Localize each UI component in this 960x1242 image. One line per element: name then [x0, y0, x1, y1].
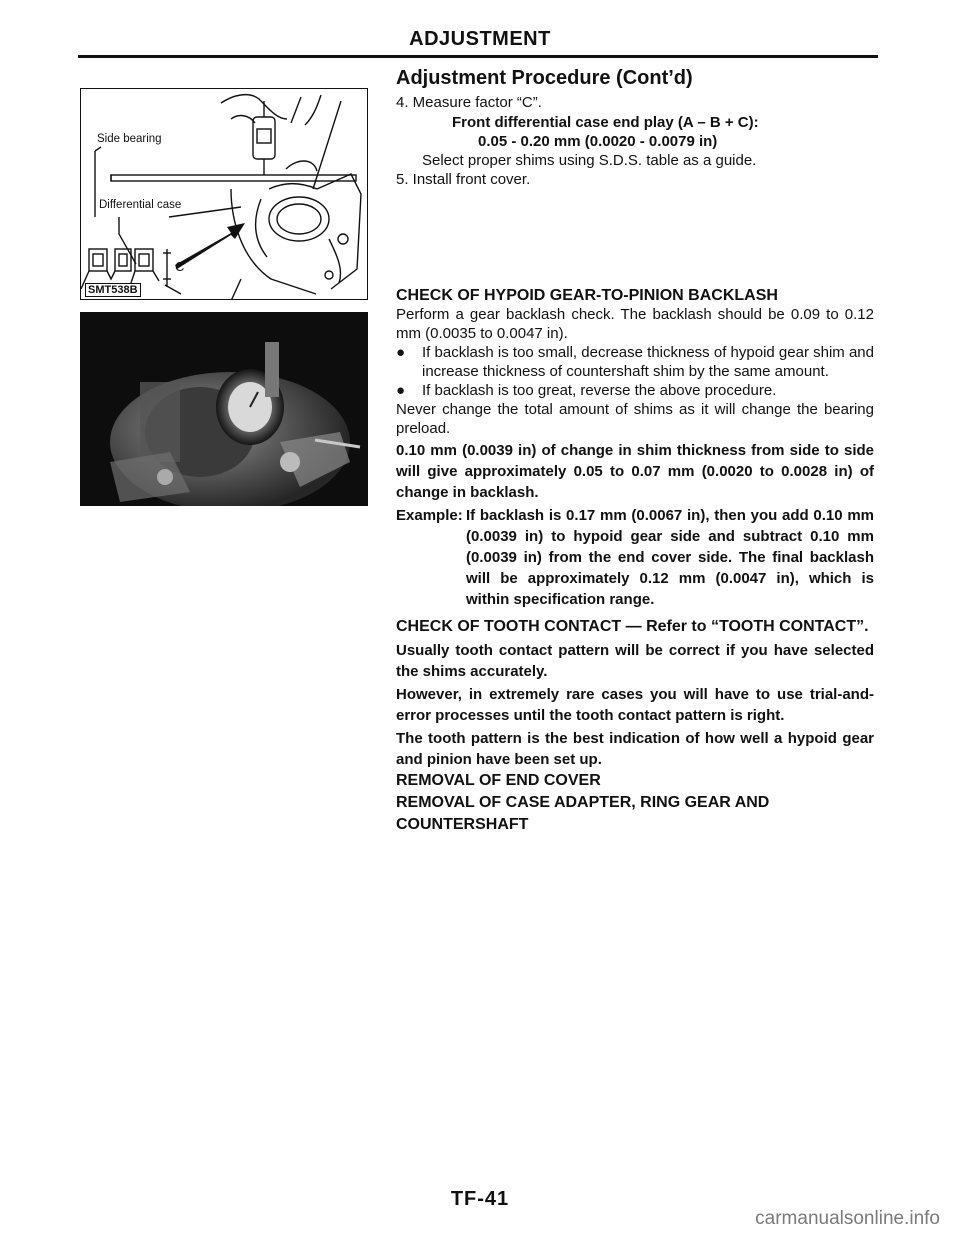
label-c: C — [175, 259, 185, 274]
header-title: ADJUSTMENT — [409, 28, 551, 50]
step-4: 4. Measure factor “C”. — [396, 94, 542, 111]
bullet-dot: ● — [396, 344, 406, 361]
spec-value: 0.05 - 0.20 mm (0.0020 - 0.0079 in) — [478, 133, 718, 150]
backlash-title: CHECK OF HYPOID GEAR-TO-PINION BACKLASH — [396, 287, 778, 304]
label-side-bearing: Side bearing — [97, 133, 162, 145]
removal-end-cover: REMOVAL OF END COVER — [396, 772, 601, 789]
tooth-contact-title: CHECK OF TOOTH CONTACT — Refer to “TOOTH CONTACT”. — [396, 618, 869, 635]
label-differential-case: Differential case — [99, 199, 182, 211]
bullet-text: If backlash is too great, reverse the above procedure. — [422, 382, 777, 399]
bullet-text: If backlash is too small, decrease thickness of hypoid gear shim and increase thickness of countershaft shim by the same amount. — [422, 344, 874, 380]
text-column — [396, 66, 874, 836]
bullet-dot: ● — [396, 382, 406, 399]
watermark-text: carmanualsonline.info — [755, 1208, 940, 1229]
header-rule — [78, 55, 878, 58]
measurement-drawing — [81, 89, 368, 300]
backlash-bullet-2 — [396, 381, 874, 400]
tooth-contact-p2: However, in extremely rare cases you will have to use trial-and-error processes until the tooth contact pattern is right. — [396, 686, 874, 724]
procedure-title: Adjustment Procedure (Cont’d) — [396, 67, 693, 89]
step-4-note: Select proper shims using S.D.S. table as a guide. — [422, 152, 757, 169]
figure-side-bearing-measurement — [80, 88, 368, 300]
backlash-example — [396, 505, 874, 610]
spacer — [396, 190, 874, 286]
step-5: 5. Install front cover. — [396, 171, 531, 188]
removal-case-adapter: REMOVAL OF CASE ADAPTER, RING GEAR AND COUNTERSHAFT — [396, 794, 770, 833]
tooth-contact-p1: Usually tooth contact pattern will be correct if you have selected the shims accurately. — [396, 642, 874, 680]
photo-backlash-check — [80, 312, 368, 506]
backlash-intro: Perform a gear backlash check. The backlash should be 0.09 to 0.12 mm (0.0035 to 0.0047 in). — [396, 306, 874, 342]
example-text: If backlash is 0.17 mm (0.0067 in), then you add 0.10 mm (0.0039 in) to hypoid gear side and subtract 0.10 mm (0.0039 in) from the end cover side. The final backlash will be approximately 0.12 mm (0.0047 in), which is within specification range. — [466, 507, 874, 608]
spec-name: Front differential case end play (A – B + C): — [452, 114, 759, 131]
figure-code: SMT538B — [85, 283, 141, 297]
tooth-contact-p3: The tooth pattern is the best indication of how well a hypoid gear and pinion have been set up. — [396, 730, 874, 768]
page-number: TF-41 — [450, 1188, 510, 1210]
backlash-bullet-1 — [396, 343, 874, 381]
photo-drawing — [80, 312, 368, 506]
backlash-rule: 0.10 mm (0.0039 in) of change in shim thickness from side to side will give approximately 0.05 to 0.07 mm (0.0020 to 0.0028 in) of change in backlash. — [396, 442, 874, 501]
example-label: Example: — [396, 507, 463, 524]
backlash-caution: Never change the total amount of shims as it will change the bearing preload. — [396, 401, 874, 437]
